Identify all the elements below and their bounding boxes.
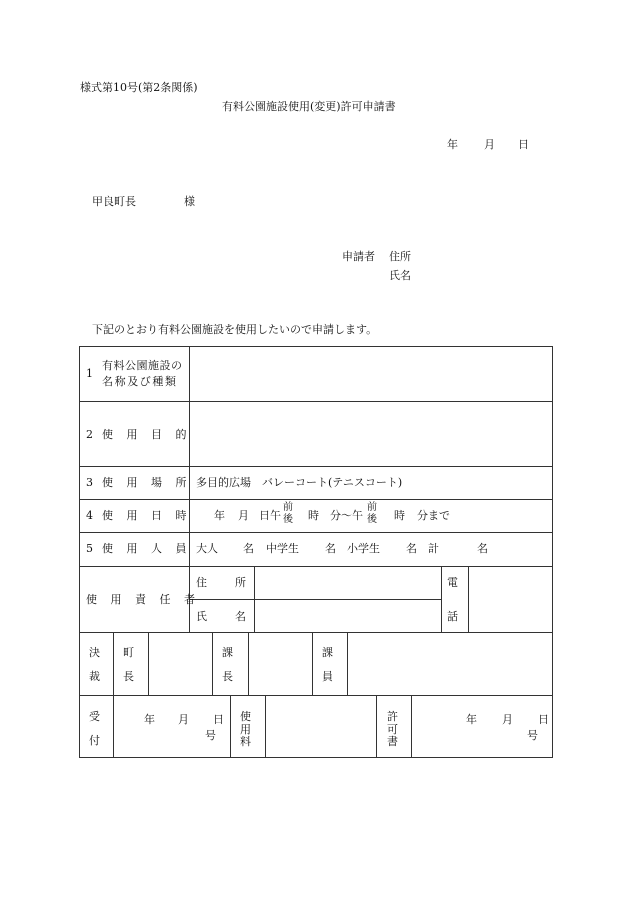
row5-number: 5 bbox=[86, 542, 93, 555]
row8-day2: 日 bbox=[538, 713, 549, 726]
row6-name-2: 名 bbox=[235, 610, 246, 623]
row4-hour1: 時 bbox=[308, 509, 319, 522]
row4-hour2: 時 bbox=[394, 509, 405, 522]
row3-number: 3 bbox=[86, 476, 93, 489]
row4-go-2: 後 bbox=[367, 513, 377, 525]
row7-section-chief-2: 長 bbox=[222, 670, 233, 683]
row5-elementary-unit: 名 bbox=[406, 542, 417, 555]
date-month: 月 bbox=[484, 138, 495, 151]
row8-fee-label bbox=[240, 711, 251, 749]
intro-text: 下記のとおり有料公園施設を使用したいので申請します。 bbox=[92, 323, 378, 336]
row7-mayor-2: 長 bbox=[123, 670, 134, 683]
row7-staff-2: 員 bbox=[322, 670, 333, 683]
row2-value[interactable] bbox=[190, 402, 552, 466]
row8-day: 日 bbox=[213, 713, 224, 726]
row7-section-chief-1: 課 bbox=[222, 646, 233, 659]
row4-number: 4 bbox=[86, 509, 93, 522]
row4-min2: 分まで bbox=[417, 509, 450, 522]
row6-addr-1: 住 bbox=[196, 576, 207, 589]
row8-fee-3: 料 bbox=[240, 735, 251, 749]
date-day: 日 bbox=[518, 138, 529, 151]
row6-label: 使 用 責 任 者 bbox=[86, 593, 200, 606]
row8-month: 月 bbox=[178, 713, 189, 726]
document-title: 有料公園施設使用(変更)許可申請書 bbox=[222, 100, 396, 113]
row1-value[interactable] bbox=[190, 347, 552, 401]
row1-label-line1: 有料公園施設の bbox=[102, 359, 183, 372]
row4-ampm-1 bbox=[283, 502, 293, 525]
row6-addr-2: 所 bbox=[235, 576, 246, 589]
row4-year: 年 bbox=[214, 509, 225, 522]
date-year: 年 bbox=[447, 138, 458, 151]
row6-address-value[interactable] bbox=[255, 567, 440, 599]
row8-go: 号 bbox=[205, 729, 216, 742]
row5-total-unit: 名 bbox=[477, 542, 488, 555]
row1-label-line2: 名称及び種類 bbox=[102, 375, 178, 388]
row4-zen-1: 前 bbox=[283, 502, 293, 513]
row8-permit-1: 許 bbox=[387, 710, 398, 723]
row3-value: 多目的広場 バレーコート(テニスコート) bbox=[196, 476, 403, 489]
row6-tel-2: 話 bbox=[447, 610, 458, 623]
row4-label: 使 用 日 時 bbox=[102, 509, 192, 522]
row7-mayor-1: 町 bbox=[123, 646, 134, 659]
addressee-honorific: 様 bbox=[184, 195, 195, 208]
row4-month: 月 bbox=[238, 509, 249, 522]
row5-junior-unit: 名 bbox=[325, 542, 336, 555]
row4-zen-2: 前 bbox=[367, 502, 377, 513]
row8-month2: 月 bbox=[502, 713, 513, 726]
row6-tel-1: 電 bbox=[447, 576, 458, 589]
form-number: 様式第10号(第2条関係) bbox=[80, 81, 198, 94]
row8-permit-3: 書 bbox=[387, 735, 398, 749]
row3-label: 使 用 場 所 bbox=[102, 476, 192, 489]
row8-fee-2: 用 bbox=[240, 722, 251, 736]
row8-go2: 号 bbox=[527, 729, 538, 742]
row4-go-1: 後 bbox=[283, 513, 293, 525]
row8-reception-2: 付 bbox=[89, 734, 100, 747]
row5-adult: 大人 bbox=[196, 542, 218, 555]
addressee-name: 甲良町長 bbox=[92, 195, 136, 208]
row7-kessai-1: 決 bbox=[89, 646, 100, 659]
applicant-address: 住所 bbox=[389, 250, 411, 263]
row5-label: 使 用 人 員 bbox=[102, 542, 192, 555]
row8-reception-1: 受 bbox=[89, 710, 100, 723]
row8-year: 年 bbox=[144, 713, 155, 726]
row8-permit-label bbox=[387, 711, 398, 749]
row6-name-1: 氏 bbox=[196, 610, 207, 623]
applicant-label: 申請者 bbox=[342, 250, 375, 263]
applicant-name: 氏名 bbox=[389, 269, 411, 282]
row6-tel-value[interactable] bbox=[469, 567, 552, 632]
row8-fee-1: 使 bbox=[240, 710, 251, 723]
row6-name-value[interactable] bbox=[255, 600, 440, 632]
row4-day-am: 日午 bbox=[259, 509, 281, 522]
row7-staff-1: 課 bbox=[322, 646, 333, 659]
row5-adult-unit: 名 bbox=[243, 542, 254, 555]
row4-ampm-2 bbox=[367, 502, 377, 525]
row1-number: 1 bbox=[86, 367, 93, 380]
row2-label: 使 用 目 的 bbox=[102, 428, 192, 441]
row5-junior: 中学生 bbox=[266, 542, 299, 555]
row8-permit-2: 可 bbox=[387, 722, 398, 736]
row2-number: 2 bbox=[86, 428, 93, 441]
row8-year2: 年 bbox=[466, 713, 477, 726]
row5-elementary: 小学生 bbox=[347, 542, 380, 555]
row5-total: 計 bbox=[428, 542, 439, 555]
row4-min1: 分〜午 bbox=[330, 509, 363, 522]
row7-kessai-2: 裁 bbox=[89, 670, 100, 683]
